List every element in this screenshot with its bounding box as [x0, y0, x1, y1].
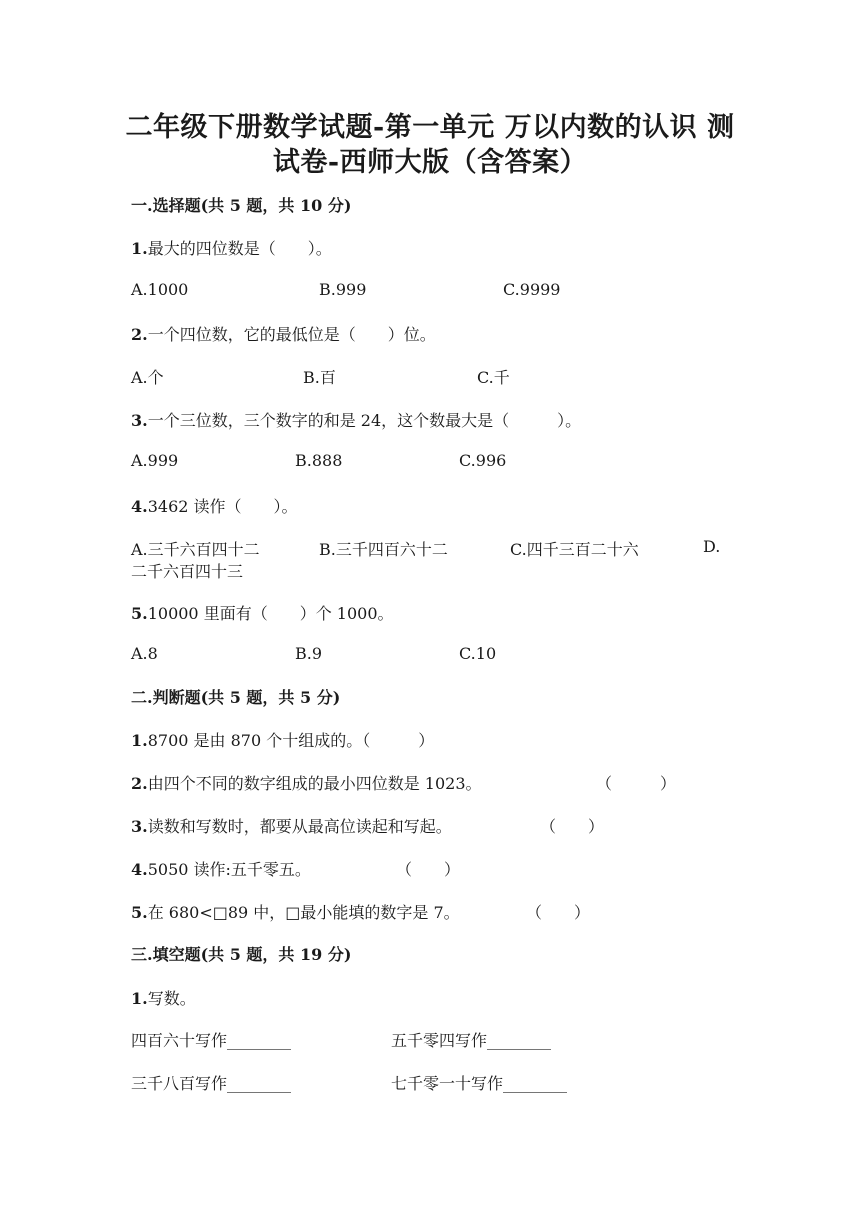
option-a: A.999: [131, 451, 179, 470]
question-body: 8700 是由 870 个十组成的。（ ）: [147, 731, 435, 750]
question-number: 3.: [131, 411, 148, 430]
fill-in-item: 七千零一十写作________: [391, 1074, 568, 1093]
question-number: 5.: [131, 604, 148, 623]
option-a: A.三千六百四十二: [131, 540, 260, 559]
option-b: B.999: [319, 280, 367, 299]
question-number: 4.: [131, 860, 148, 879]
option-b: B.9: [295, 644, 323, 663]
question-number: 2.: [131, 325, 148, 344]
question-number: 1.: [131, 731, 148, 750]
question-text: [131, 900, 460, 923]
answer-paren: （ ）: [526, 903, 591, 922]
question-text: [131, 236, 332, 259]
option-b: B.888: [295, 451, 343, 470]
section-heading-choice: 一.选择题(共 5 题，共 10 分): [131, 196, 352, 215]
section-heading-fill-in: 三.填空题(共 5 题，共 19 分): [131, 945, 352, 964]
question-text: [131, 408, 581, 431]
question-body: 读数和写数时，都要从最高位读起和写起。: [147, 817, 452, 836]
question-body: 一个三位数，三个数字的和是 24，这个数最大是（ ）。: [147, 411, 582, 430]
option-b: B.百: [303, 368, 336, 387]
question-text: [131, 986, 196, 1009]
question-number: 1.: [131, 239, 148, 258]
question-body: 一个四位数，它的最低位是（ ）位。: [147, 325, 436, 344]
option-a: A.8: [131, 644, 158, 663]
question-text: [131, 771, 482, 794]
question-text: [131, 814, 452, 837]
question-body: 5050 读作:五千零五。: [147, 860, 311, 879]
question-number: 1.: [131, 989, 148, 1008]
option-c: C.四千三百二十六: [510, 540, 639, 559]
question-number: 4.: [131, 497, 148, 516]
fill-in-item: 四百六十写作________: [131, 1031, 292, 1050]
question-body: 由四个不同的数字组成的最小四位数是 1023。: [147, 774, 482, 793]
option-b: B.三千四百六十二: [319, 540, 448, 559]
question-number: 3.: [131, 817, 148, 836]
question-body: 3462 读作（ ）。: [147, 497, 298, 516]
fill-in-item: 三千八百写作________: [131, 1074, 292, 1093]
option-d: D.: [703, 537, 721, 556]
question-body: 最大的四位数是（ ）。: [147, 239, 332, 258]
question-body: 10000 里面有（ ）个 1000。: [147, 604, 394, 623]
question-body: 写数。: [147, 989, 196, 1008]
section-heading-judgement: 二.判断题(共 5 题，共 5 分): [131, 688, 341, 707]
answer-paren: （ ）: [396, 860, 461, 879]
fill-in-item: 五千零四写作________: [391, 1031, 552, 1050]
option-c: C.10: [459, 644, 497, 663]
option-d-text: 二千六百四十三: [131, 562, 244, 581]
question-text: [131, 322, 436, 345]
question-number: 5.: [131, 903, 148, 922]
question-text: [131, 728, 434, 751]
page-title-line-1: 二年级下册数学试题-第一单元 万以内数的认识 测: [125, 112, 735, 143]
answer-paren: （ ）: [540, 817, 605, 836]
option-a: A.1000: [131, 280, 189, 299]
question-text: [131, 601, 394, 624]
option-c: C.千: [477, 368, 510, 387]
question-text: [131, 494, 298, 517]
question-text: [131, 857, 311, 880]
option-c: C.996: [459, 451, 507, 470]
question-number: 2.: [131, 774, 148, 793]
option-a: A.个: [131, 368, 164, 387]
question-body: 在 680<□89 中，□最小能填的数字是 7。: [147, 903, 460, 922]
answer-paren: （ ）: [596, 774, 677, 793]
option-c: C.9999: [503, 280, 561, 299]
page-title-line-2: 试卷-西师大版（含答案）: [272, 147, 588, 178]
